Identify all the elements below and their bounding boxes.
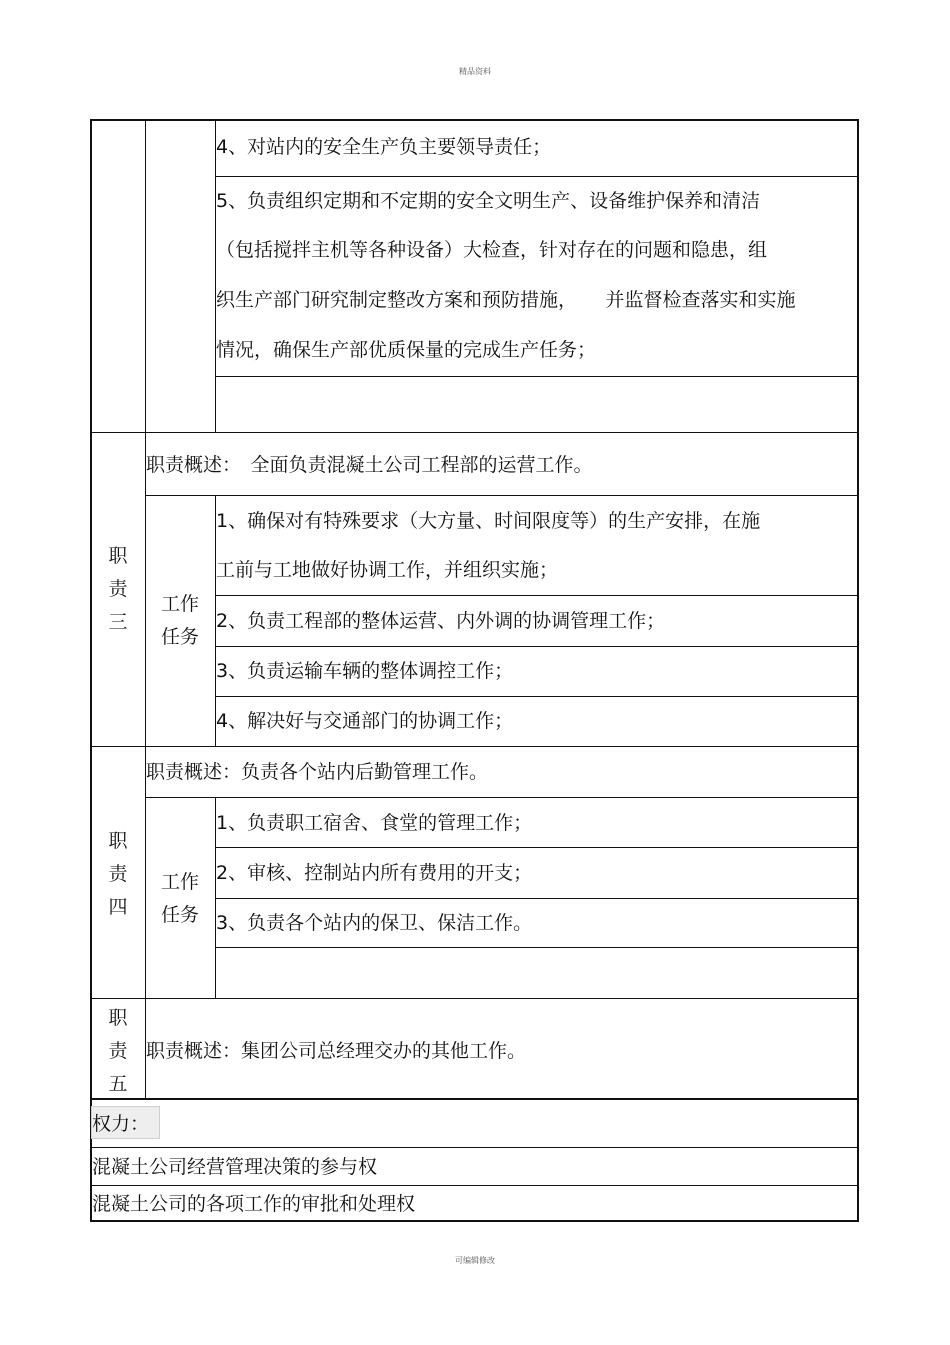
- duty4-summary: 职责概述：负责各个站内后勤管理工作。: [146, 761, 489, 783]
- duty3-task1-line1: 1、确保对有特殊要求（大方量、时间限度等）的生产安排，在施: [216, 510, 761, 532]
- table-border-top: [90, 119, 859, 121]
- duty5-label: 职 责 五: [108, 1007, 128, 1095]
- duty4-task1: 1、负责职工宿舍、食堂的管理工作；: [216, 812, 533, 834]
- powers-item-1: 混凝土公司经营管理决策的参与权: [92, 1156, 378, 1178]
- row-divider: [215, 376, 858, 377]
- duty3-task4: 4、解决好与交通部门的协调工作；: [216, 710, 514, 732]
- duty3-task-label: 工作 任务: [160, 593, 199, 648]
- page-footer: 可编辑修改: [455, 1256, 495, 1265]
- duty3-task2: 2、负责工程部的整体运营、内外调的协调管理工作；: [216, 610, 666, 632]
- row-divider-powers: [90, 1098, 859, 1100]
- duty2-task5-line2: （包括搅拌主机等各种设备）大检查，针对存在的问题和隐患，组: [216, 239, 768, 261]
- duty3-label: 职 责 三: [108, 545, 128, 633]
- powers-item-2: 混凝土公司的各项工作的审批和处理权: [92, 1193, 416, 1215]
- table-border-right: [857, 119, 859, 1222]
- duty3-summary: 职责概述： 全面负责混凝土公司工程部的运营工作。: [146, 454, 593, 476]
- duty4-label: 职 责 四: [108, 830, 128, 918]
- duty3-task1-line2: 工前与工地做好协调工作，并组织实施；: [216, 559, 559, 581]
- duty5-summary: 职责概述：集团公司总经理交办的其他工作。: [146, 1040, 527, 1062]
- row-divider: [90, 998, 858, 999]
- duty4-task2: 2、审核、控制站内所有费用的开支；: [216, 862, 533, 884]
- duty4-task-label: 工作 任务: [160, 871, 199, 926]
- duty4-task3: 3、负责各个站内的保卫、保洁工作。: [216, 912, 533, 934]
- duty2-task5-line1: 5、负责组织定期和不定期的安全文明生产、设备维护保养和清洁: [216, 190, 761, 212]
- duty2-task5-line4: 情况，确保生产部优质保量的完成生产任务；: [216, 339, 597, 361]
- row-divider: [90, 432, 858, 433]
- powers-title: 权力：: [92, 1113, 150, 1135]
- duty2-task4: 4、对站内的安全生产负主要领导责任；: [216, 136, 552, 158]
- duty2-task5-line3: 织生产部门研究制定整改方案和预防措施， 并监督检查落实和实施: [216, 289, 796, 311]
- duty3-task3: 3、负责运输车辆的整体调控工作；: [216, 660, 514, 682]
- page-header: 精品资料: [459, 67, 491, 76]
